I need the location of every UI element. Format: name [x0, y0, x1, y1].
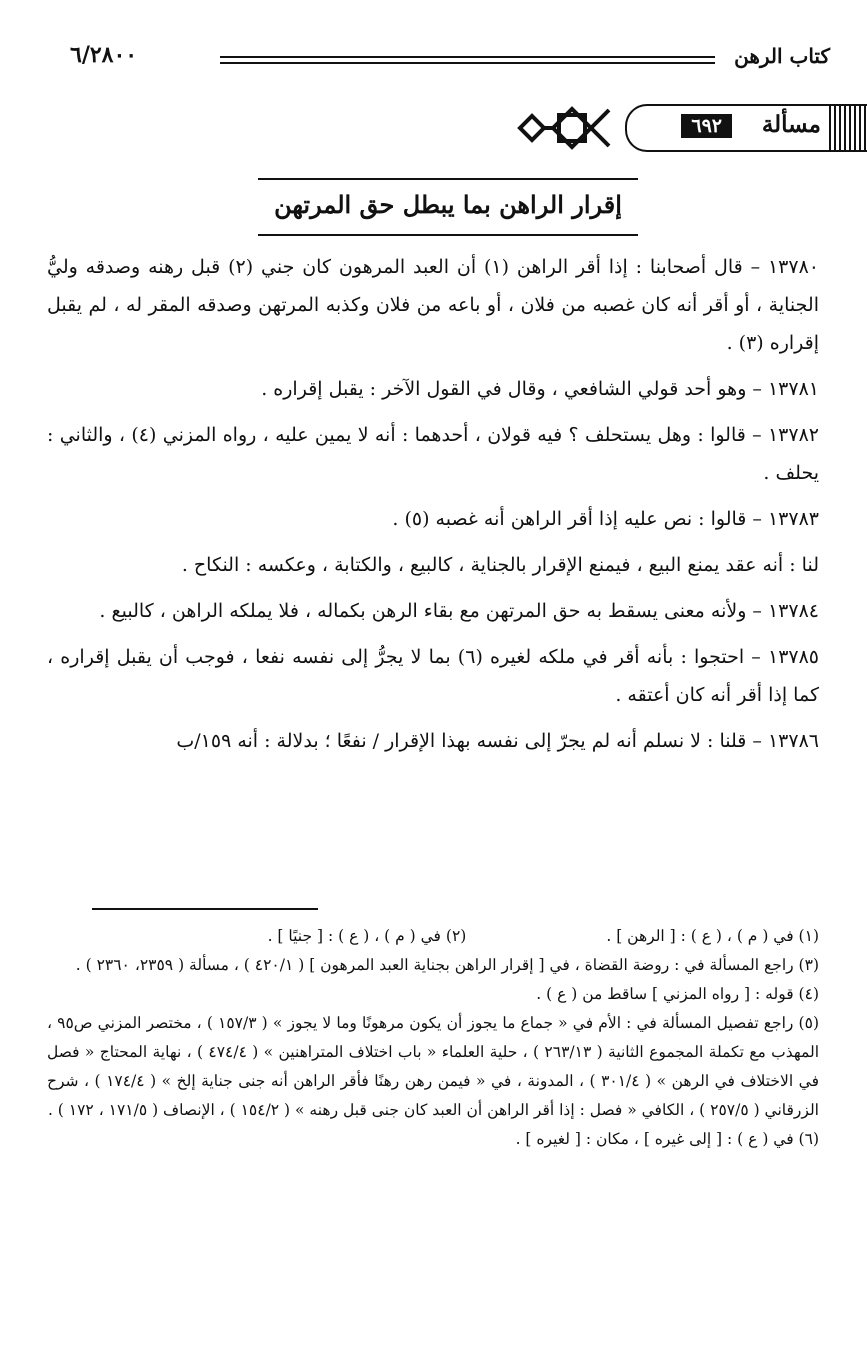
paragraph: ١٣٧٨٣ – قالوا : نص عليه إذا أقر الراهن أنه غصبه (٥) .	[392, 508, 819, 530]
issue-label: مسألة	[761, 111, 821, 138]
footnote-row	[47, 922, 819, 951]
paragraph: ١٣٧٨٤ – ولأنه معنى يسقط به حق المرتهن مع بقاء الرهن بكماله ، فلا يملكه الراهن ، كالبيع .	[99, 600, 819, 622]
footnotes	[47, 922, 819, 1154]
issue-title: إقرار الراهن بما يبطل حق المرتهن	[274, 190, 622, 219]
page-reference: ٦/٢٨٠٠	[70, 42, 138, 68]
knot-ornament-icon	[505, 98, 640, 158]
paragraph: لنا : أنه عقد يمنع البيع ، فيمنع الإقرار بالجناية ، كالبيع ، والكتابة ، وعكسه : النكاح .	[181, 554, 819, 576]
footnote: (٦) في ( ع ) : [ إلى غيره ] ، مكان : [ لغيره ] .	[515, 1130, 819, 1148]
running-header	[70, 40, 830, 76]
footnote: (٣) راجع المسألة في : روضة القضاة ، في [ إقرار الراهن بجناية العبد المرهون ] ( ٤٢٠/١ ) ، مسألة ( ٢٣٥٩، ٢٣٦٠ ) .	[75, 956, 819, 974]
footnote: (٥) راجع تفصيل المسألة في : الأم في « جماع ما يجوز أن يكون مرهونًا وما لا يجوز » ( ١٥٧/٣ ) ، مختصر المزني ص٩٥ ، المهذب مع تكملة المجموع الثانية ( ٢٦٣/١٣ ) ، حلية العلماء « باب اختلاف المتراهنين » ( ٤٧٤/٤ ) ، نهاية المحتاج « فصل في الاختلاف في الرهن » ( ٣٠١/٤ ) ، المدونة ، في « فيمن رهن رهنًا فأقر الراهن أنه جنى جناية إلخ » ( ١٧٤/٤ ) ، شرح الزرقاني ( ٢٥٧/٥ ) ، الكافي « فصل : إذا أقر الراهن أن العبد كان جنى قبل رهنه » ( ١٥٤/٢ ) ، الإنصاف ( ١٧١/٥ ، ١٧٢ ) .	[47, 1014, 820, 1119]
issue-banner	[505, 98, 867, 158]
paragraph: ١٣٧٨٠ – قال أصحابنا : إذا أقر الراهن (١) أن العبد المرهون كان جني (٢) قبل رهنه وصدقه وليُّ الجناية ، أو أقر أنه كان غصبه من فلان ، أو باعه من فلان وكذبه المرتهن وصدقه المقر له ، لم يقبل إقراره (٣) .	[47, 256, 819, 354]
paragraph: ١٣٧٨١ – وهو أحد قولي الشافعي ، وقال في القول الآخر : يقبل إقراره .	[261, 378, 819, 400]
footnote: (٢) في ( م ) ، ( ع ) : [ جنيًا ] .	[267, 927, 467, 945]
issue-bar	[625, 104, 867, 152]
issue-title-box	[258, 178, 638, 236]
footnote-rule	[92, 908, 318, 910]
footnote: (٤) قوله : [ رواه المزني ] ساقط من ( ع ) .	[536, 985, 819, 1003]
paragraph: ١٣٧٨٦ – قلنا : لا نسلم أنه لم يجرّ إلى نفسه بهذا الإقرار / نفعًا ؛ بدلالة : أنه ١٥٩/ب	[176, 730, 819, 752]
header-rule	[220, 56, 715, 64]
footnote: (١) في ( م ) ، ( ع ) : [ الرهن ] .	[606, 927, 819, 945]
book-title: كتاب الرهن	[734, 44, 830, 68]
paragraph: ١٣٧٨٢ – قالوا : وهل يستحلف ؟ فيه قولان ، أحدهما : أنه لا يمين عليه ، رواه المزني (٤) ، والثاني : يحلف .	[47, 424, 819, 484]
issue-number: ٦٩٢	[681, 114, 732, 138]
main-text	[47, 248, 819, 768]
stripes-ornament	[829, 106, 867, 150]
paragraph: ١٣٧٨٥ – احتجوا : بأنه أقر في ملكه لغيره (٦) بما لا يجرُّ إلى نفسه نفعا ، فوجب أن يقبل إقراره ، كما إذا أقر أنه كان أعتقه .	[47, 646, 820, 706]
